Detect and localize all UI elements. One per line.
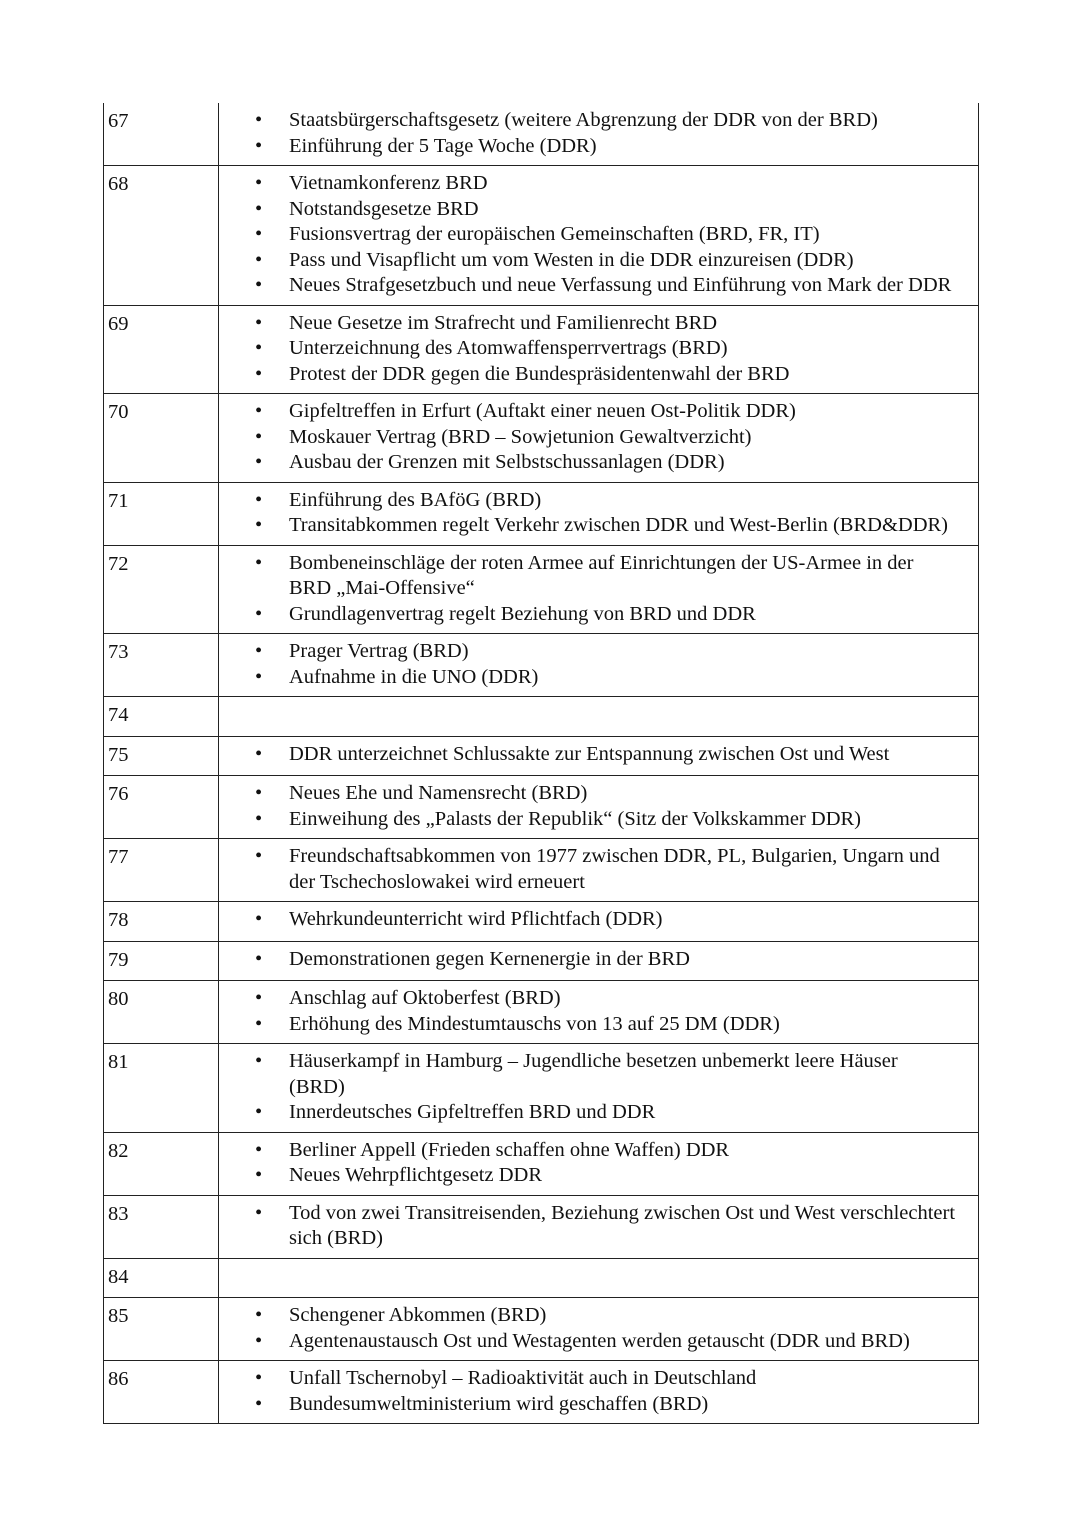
year-cell: 74 — [104, 697, 219, 737]
year-cell: 77 — [104, 839, 219, 902]
timeline-row — [104, 902, 979, 942]
year-cell: 70 — [104, 394, 219, 483]
timeline-row — [104, 941, 979, 981]
year-cell: 69 — [104, 305, 219, 394]
events-cell — [219, 166, 979, 306]
timeline-body — [104, 103, 979, 1424]
year-cell: 79 — [104, 941, 219, 981]
event-list — [219, 986, 958, 1037]
event-item: • Gipfeltreffen in Erfurt (Auftakt einer neuen Ost-Politik DDR) — [219, 399, 958, 425]
events-cell — [219, 1258, 979, 1298]
event-item: • Ausbau der Grenzen mit Selbstschussanlagen (DDR) — [219, 450, 958, 476]
event-list — [219, 907, 958, 933]
event-item: • Aufnahme in die UNO (DDR) — [219, 665, 958, 691]
events-cell — [219, 1044, 979, 1133]
timeline-table — [103, 103, 979, 1424]
events-cell — [219, 394, 979, 483]
timeline-row — [104, 1044, 979, 1133]
events-cell — [219, 697, 979, 737]
year-cell: 86 — [104, 1361, 219, 1424]
timeline-row — [104, 103, 979, 166]
event-list — [219, 1366, 958, 1417]
timeline-row — [104, 166, 979, 306]
timeline-row — [104, 1132, 979, 1195]
event-list — [219, 488, 958, 539]
event-item: • Bombeneinschläge der roten Armee auf Einrichtungen der US-Armee in der BRD „Mai-Offensive“ — [219, 551, 958, 602]
timeline-row — [104, 981, 979, 1044]
timeline-row — [104, 1258, 979, 1298]
event-item: • Transitabkommen regelt Verkehr zwischen DDR und West-Berlin (BRD&DDR) — [219, 513, 958, 539]
timeline-row — [104, 839, 979, 902]
event-list — [219, 171, 958, 299]
year-cell: 67 — [104, 103, 219, 166]
events-cell — [219, 1132, 979, 1195]
event-list — [219, 551, 958, 628]
event-list — [219, 108, 958, 159]
empty-events — [219, 702, 958, 728]
events-cell — [219, 103, 979, 166]
event-list — [219, 844, 958, 895]
event-item: • Notstandsgesetze BRD — [219, 197, 958, 223]
timeline-row — [104, 394, 979, 483]
event-item: • Pass und Visapflicht um vom Westen in die DDR einzureisen (DDR) — [219, 248, 958, 274]
event-list — [219, 781, 958, 832]
empty-events — [219, 1264, 958, 1290]
events-cell — [219, 482, 979, 545]
event-item: • Fusionsvertrag der europäischen Gemeinschaften (BRD, FR, IT) — [219, 222, 958, 248]
year-cell: 71 — [104, 482, 219, 545]
event-item: • Unterzeichnung des Atomwaffensperrvertrags (BRD) — [219, 336, 958, 362]
event-list — [219, 399, 958, 476]
timeline-row — [104, 1298, 979, 1361]
year-cell: 68 — [104, 166, 219, 306]
year-cell: 83 — [104, 1195, 219, 1258]
year-cell: 73 — [104, 634, 219, 697]
event-item: • Moskauer Vertrag (BRD – Sowjetunion Gewaltverzicht) — [219, 425, 958, 451]
timeline-row — [104, 545, 979, 634]
events-cell — [219, 545, 979, 634]
event-item: • Staatsbürgerschaftsgesetz (weitere Abgrenzung der DDR von der BRD) — [219, 108, 958, 134]
timeline-row — [104, 305, 979, 394]
event-list — [219, 1138, 958, 1189]
event-list — [219, 311, 958, 388]
event-list — [219, 1303, 958, 1354]
events-cell — [219, 736, 979, 776]
timeline-row — [104, 697, 979, 737]
year-cell: 76 — [104, 776, 219, 839]
event-list — [219, 742, 958, 768]
events-cell — [219, 1298, 979, 1361]
events-cell — [219, 634, 979, 697]
event-item: • Protest der DDR gegen die Bundespräsidentenwahl der BRD — [219, 362, 958, 388]
timeline-row — [104, 736, 979, 776]
event-list — [219, 947, 958, 973]
event-item: • Grundlagenvertrag regelt Beziehung von BRD und DDR — [219, 602, 958, 628]
event-item: • Schengener Abkommen (BRD) — [219, 1303, 958, 1329]
year-cell: 85 — [104, 1298, 219, 1361]
timeline-row — [104, 634, 979, 697]
event-item: • Neues Strafgesetzbuch und neue Verfassung und Einführung von Mark der DDR — [219, 273, 958, 299]
events-cell — [219, 839, 979, 902]
event-list — [219, 1049, 958, 1126]
event-item: • Häuserkampf in Hamburg – Jugendliche besetzen unbemerkt leere Häuser (BRD) — [219, 1049, 958, 1100]
event-item: • Vietnamkonferenz BRD — [219, 171, 958, 197]
event-item: • Einführung des BAföG (BRD) — [219, 488, 958, 514]
year-cell: 78 — [104, 902, 219, 942]
event-item: • Einführung der 5 Tage Woche (DDR) — [219, 134, 958, 160]
year-cell: 75 — [104, 736, 219, 776]
event-item: • Erhöhung des Mindestumtauschs von 13 auf 25 DM (DDR) — [219, 1012, 958, 1038]
events-cell — [219, 305, 979, 394]
events-cell — [219, 1361, 979, 1424]
timeline-row — [104, 776, 979, 839]
event-list — [219, 1201, 958, 1252]
year-cell: 84 — [104, 1258, 219, 1298]
event-item: • Neues Wehrpflichtgesetz DDR — [219, 1163, 958, 1189]
events-cell — [219, 981, 979, 1044]
event-item: • Prager Vertrag (BRD) — [219, 639, 958, 665]
events-cell — [219, 776, 979, 839]
events-cell — [219, 941, 979, 981]
event-item: • Freundschaftsabkommen von 1977 zwischen DDR, PL, Bulgarien, Ungarn und der Tschechoslowakei wird erneuert — [219, 844, 958, 895]
event-item: • Unfall Tschernobyl – Radioaktivität auch in Deutschland — [219, 1366, 958, 1392]
event-item: • Berliner Appell (Frieden schaffen ohne Waffen) DDR — [219, 1138, 958, 1164]
timeline-row — [104, 1361, 979, 1424]
event-item: • Innerdeutsches Gipfeltreffen BRD und DDR — [219, 1100, 958, 1126]
event-item: • Neues Ehe und Namensrecht (BRD) — [219, 781, 958, 807]
year-cell: 72 — [104, 545, 219, 634]
events-cell — [219, 1195, 979, 1258]
year-cell: 82 — [104, 1132, 219, 1195]
event-item: • Tod von zwei Transitreisenden, Beziehung zwischen Ost und West verschlechtert sich (BRD) — [219, 1201, 958, 1252]
event-item: • Bundesumweltministerium wird geschaffen (BRD) — [219, 1392, 958, 1418]
event-item: • Neue Gesetze im Strafrecht und Familienrecht BRD — [219, 311, 958, 337]
event-item: • Agentenaustausch Ost und Westagenten werden getauscht (DDR und BRD) — [219, 1329, 958, 1355]
event-item: • Demonstrationen gegen Kernenergie in der BRD — [219, 947, 958, 973]
event-item: • Anschlag auf Oktoberfest (BRD) — [219, 986, 958, 1012]
event-item: • DDR unterzeichnet Schlussakte zur Entspannung zwischen Ost und West — [219, 742, 958, 768]
timeline-row — [104, 482, 979, 545]
event-item: • Einweihung des „Palasts der Republik“ (Sitz der Volkskammer DDR) — [219, 807, 958, 833]
year-cell: 81 — [104, 1044, 219, 1133]
event-list — [219, 639, 958, 690]
timeline-row — [104, 1195, 979, 1258]
events-cell — [219, 902, 979, 942]
event-item: • Wehrkundeunterricht wird Pflichtfach (DDR) — [219, 907, 958, 933]
year-cell: 80 — [104, 981, 219, 1044]
